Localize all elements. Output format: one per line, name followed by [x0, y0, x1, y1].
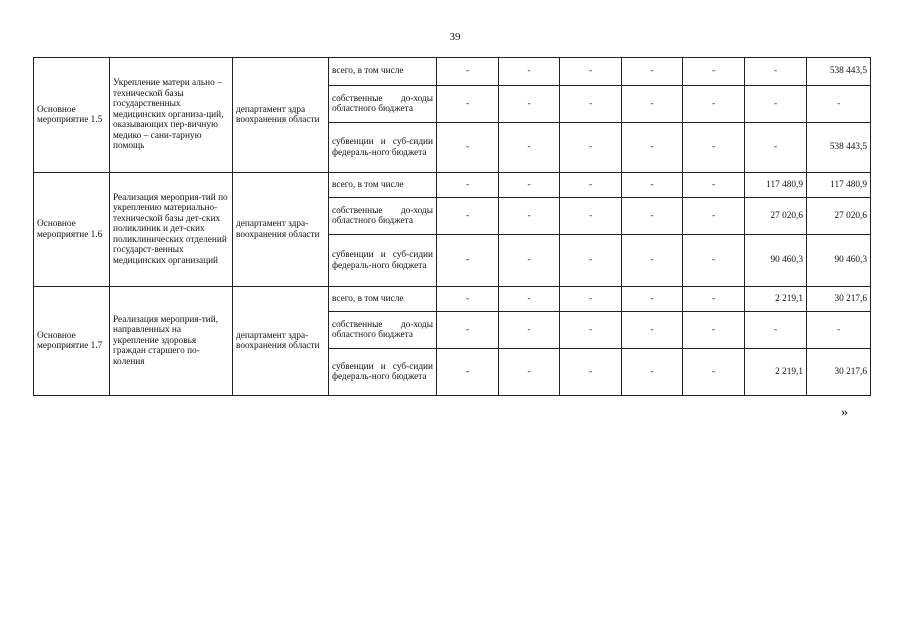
amount-cell: -	[807, 86, 871, 123]
amount-cell: -	[683, 58, 745, 86]
event-description: Укрепление матери ально – технической базы государственных медицинских организа-ций, оказывающих пер-вичную медико – сани-тарную помощь	[110, 58, 233, 173]
table-row	[34, 287, 871, 312]
amount-cell: 538 443,5	[807, 58, 871, 86]
amount-cell: 2 219,1	[745, 349, 807, 396]
funding-source: всего, в том числе	[329, 287, 437, 312]
funding-source: субвенции и суб-сидии федераль-ного бюджета	[329, 123, 437, 173]
amount-cell: -	[622, 287, 683, 312]
amount-cell: 27 020,6	[807, 198, 871, 235]
amount-cell: -	[622, 173, 683, 198]
page-number: 39	[449, 31, 461, 43]
amount-cell: -	[499, 287, 560, 312]
amount-cell: -	[437, 173, 499, 198]
table-row	[34, 58, 871, 86]
amount-cell: -	[437, 86, 499, 123]
amount-cell: -	[560, 235, 622, 287]
amount-cell: -	[560, 86, 622, 123]
amount-cell: -	[437, 349, 499, 396]
amount-cell: 117 480,9	[807, 173, 871, 198]
amount-cell: -	[622, 86, 683, 123]
amount-cell: 30 217,6	[807, 349, 871, 396]
amount-cell: -	[745, 86, 807, 123]
amount-cell: -	[622, 312, 683, 349]
amount-cell: -	[437, 235, 499, 287]
amount-cell: -	[437, 123, 499, 173]
amount-cell: 90 460,3	[807, 235, 871, 287]
budget-table	[33, 57, 871, 396]
event-description: Реализация мероприя-тий по укреплению материально-технической базы дет-ских поликлиник и дет-ских поликлинических отделений государст-венных медицинских организаций	[110, 173, 233, 287]
amount-cell: -	[745, 58, 807, 86]
event-label: Основное мероприятие 1.6	[34, 173, 110, 287]
amount-cell: -	[622, 123, 683, 173]
amount-cell: -	[745, 123, 807, 173]
amount-cell: -	[437, 312, 499, 349]
amount-cell: -	[499, 312, 560, 349]
amount-cell: -	[560, 349, 622, 396]
responsible-department: департамент здра-воохранения области	[233, 173, 329, 287]
amount-cell: -	[560, 287, 622, 312]
amount-cell: 90 460,3	[745, 235, 807, 287]
amount-cell: -	[683, 86, 745, 123]
amount-cell: -	[437, 198, 499, 235]
amount-cell: -	[560, 198, 622, 235]
amount-cell: -	[499, 349, 560, 396]
amount-cell: -	[622, 235, 683, 287]
amount-cell: 30 217,6	[807, 287, 871, 312]
amount-cell: -	[683, 123, 745, 173]
event-label: Основное мероприятие 1.5	[34, 58, 110, 173]
amount-cell: -	[622, 349, 683, 396]
amount-cell: 27 020,6	[745, 198, 807, 235]
amount-cell: -	[745, 312, 807, 349]
amount-cell: -	[622, 58, 683, 86]
amount-cell: 2 219,1	[745, 287, 807, 312]
amount-cell: -	[807, 312, 871, 349]
funding-source: субвенции и суб-сидии федераль-ного бюджета	[329, 235, 437, 287]
amount-cell: -	[683, 287, 745, 312]
amount-cell: -	[499, 86, 560, 123]
funding-source: субвенции и суб-сидии федераль-ного бюджета	[329, 349, 437, 396]
amount-cell: -	[622, 198, 683, 235]
amount-cell: -	[683, 349, 745, 396]
amount-cell: -	[499, 123, 560, 173]
amount-cell: -	[499, 235, 560, 287]
amount-cell: -	[560, 58, 622, 86]
table-row	[34, 173, 871, 198]
funding-source: собственные до-ходы областного бюджета	[329, 198, 437, 235]
funding-source: собственные до-ходы областного бюджета	[329, 312, 437, 349]
amount-cell: -	[560, 123, 622, 173]
amount-cell: -	[499, 58, 560, 86]
amount-cell: -	[560, 173, 622, 198]
responsible-department: департамент здра-воохранения области	[233, 287, 329, 396]
funding-source: всего, в том числе	[329, 173, 437, 198]
amount-cell: -	[437, 287, 499, 312]
amount-cell: 538 443,5	[807, 123, 871, 173]
amount-cell: -	[499, 198, 560, 235]
responsible-department: департамент здра воохранения области	[233, 58, 329, 173]
amount-cell: -	[683, 312, 745, 349]
funding-source: собственные до-ходы областного бюджета	[329, 86, 437, 123]
amount-cell: -	[683, 173, 745, 198]
amount-cell: -	[437, 58, 499, 86]
event-description: Реализация мероприя-тий, направленных на укрепление здоровья граждан старшего по-коления	[110, 287, 233, 396]
amount-cell: -	[499, 173, 560, 198]
amount-cell: -	[683, 198, 745, 235]
funding-source: всего, в том числе	[329, 58, 437, 86]
event-label: Основное мероприятие 1.7	[34, 287, 110, 396]
closing-quote-mark: »	[841, 405, 848, 420]
amount-cell: 117 480,9	[745, 173, 807, 198]
amount-cell: -	[560, 312, 622, 349]
amount-cell: -	[683, 235, 745, 287]
